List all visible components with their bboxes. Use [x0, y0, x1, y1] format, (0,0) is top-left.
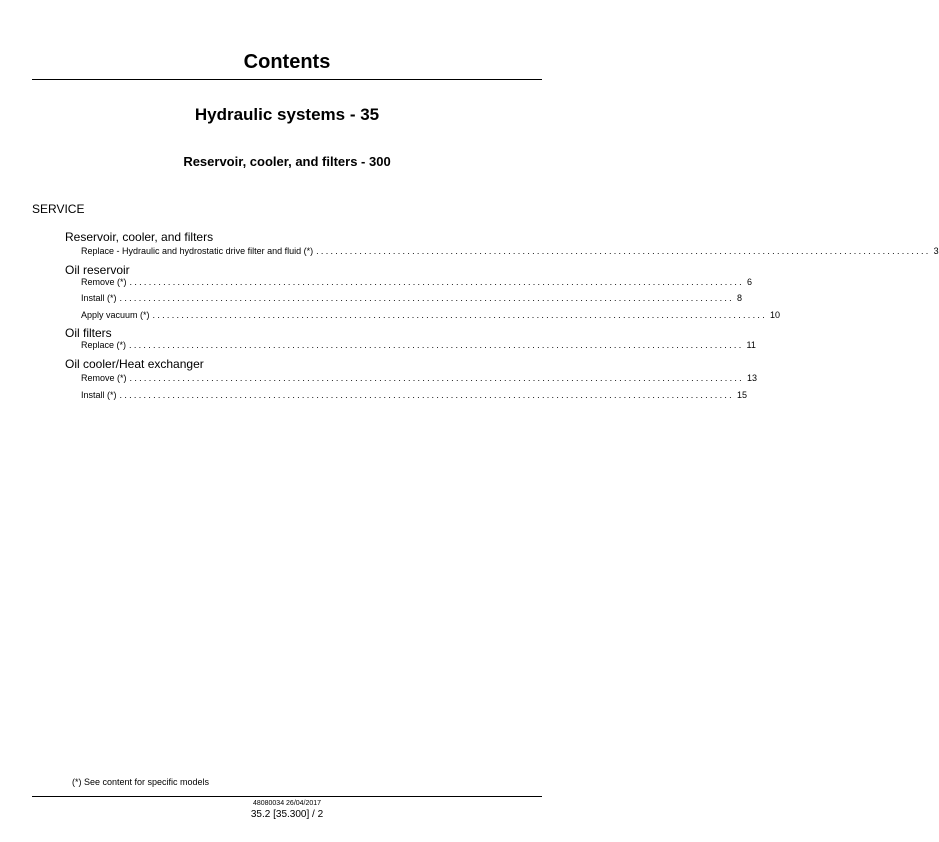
toc-entry[interactable]	[81, 276, 752, 288]
toc-entry-page: 8	[736, 293, 742, 303]
toc-entry[interactable]	[81, 389, 747, 401]
toc-group-label: Reservoir, cooler, and filters	[65, 230, 214, 244]
dot-leader: ................................................................................................................................	[119, 293, 734, 303]
footer-divider	[32, 796, 542, 797]
toc-entry-page: 10	[770, 310, 781, 320]
dot-leader: ................................................................................................................................	[129, 277, 744, 287]
dot-leader: ................................................................................................................................	[316, 246, 931, 256]
toc-entry-label: Install (*)	[81, 390, 117, 400]
toc-entry-label: Replace (*)	[81, 340, 127, 350]
toc-entry-label: Remove (*)	[81, 277, 127, 287]
toc-entry-page: 3	[933, 246, 939, 256]
toc-entry-label: Install (*)	[81, 293, 117, 303]
dot-leader: ................................................................................................................................	[119, 390, 734, 400]
dot-leader: ................................................................................................................................	[129, 340, 744, 350]
toc-entry-label: Replace - Hydraulic and hydrostatic drive filter and fluid (*)	[81, 246, 314, 256]
footnote: (*) See content for specific models	[72, 777, 210, 787]
toc-group-label: Oil filters	[65, 326, 112, 340]
toc-entry-page: 15	[736, 390, 747, 400]
toc-entry[interactable]	[81, 245, 939, 257]
toc-entry-label: Apply vacuum (*)	[81, 310, 150, 320]
section-title: Hydraulic systems - 35	[194, 105, 380, 124]
dot-leader: ................................................................................................................................	[152, 310, 767, 320]
toc-entry[interactable]	[81, 309, 781, 321]
dot-leader: ................................................................................................................................	[129, 373, 744, 383]
subsection-title: Reservoir, cooler, and filters - 300	[183, 154, 391, 169]
toc-entry[interactable]	[81, 292, 742, 304]
toc-entry[interactable]	[81, 372, 757, 384]
toc-group-label: Oil cooler/Heat exchanger	[65, 357, 204, 371]
category-heading: SERVICE	[32, 202, 85, 216]
document-code: 48080034 26/04/2017	[252, 800, 322, 807]
page-number: 35.2 [35.300] / 2	[250, 809, 324, 820]
toc-entry-page: 6	[746, 277, 752, 287]
toc-entry-page: 11	[746, 340, 756, 350]
toc-entry[interactable]	[81, 339, 756, 351]
toc-entry-label: Remove (*)	[81, 373, 127, 383]
page-title: Contents	[243, 51, 331, 73]
toc-entry-page: 13	[746, 373, 757, 383]
toc-group-label: Oil reservoir	[65, 263, 130, 277]
